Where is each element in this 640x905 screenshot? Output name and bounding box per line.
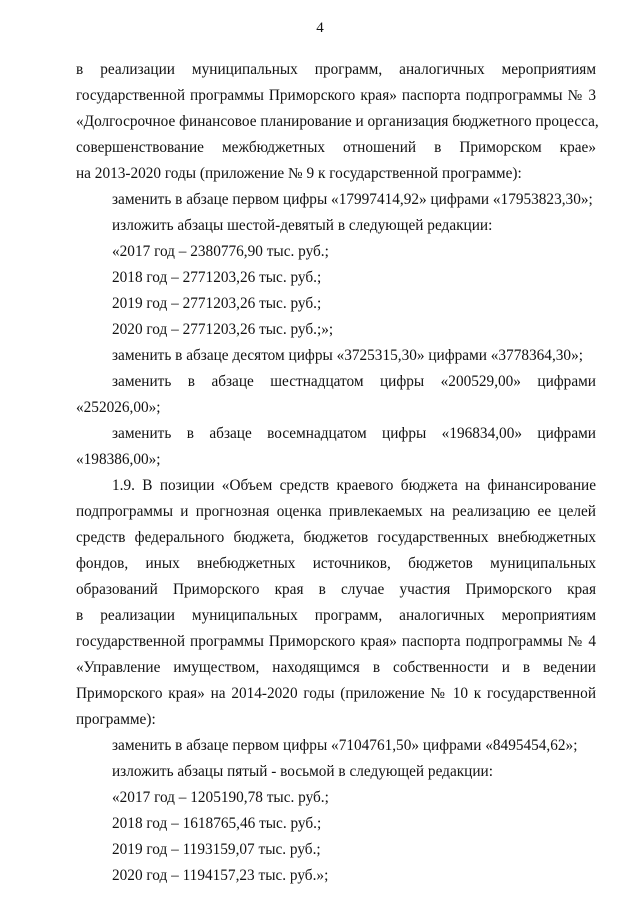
text-line: на 2013-2020 годы (приложение № 9 к государственной программе):: [76, 165, 522, 182]
text-line: 2019 год – 1193159,07 тыс. руб.;: [112, 841, 321, 858]
text-line: Приморского края» на 2014-2020 годы (приложение № 10 к государственной: [76, 685, 596, 702]
text-line: заменить в абзаце первом цифры «17997414,92» цифрами «17953823,30»;: [112, 191, 593, 208]
text-line: заменить в абзаце восемнадцатом цифры «196834,00» цифрами: [112, 425, 596, 442]
text-line: 2020 год – 1194157,23 тыс. руб.»;: [112, 867, 329, 884]
text-line: государственной программы Приморского края» паспорта подпрограммы № 3: [76, 87, 596, 104]
text-line: заменить в абзаце десятом цифры «3725315,30» цифрами «3778364,30»;: [112, 347, 583, 364]
text-line: 2019 год – 2771203,26 тыс. руб.;: [112, 295, 322, 312]
text-line: средств федерального бюджета, бюджетов государственных внебюджетных: [76, 529, 596, 546]
text-line: изложить абзацы шестой-девятый в следующей редакции:: [112, 217, 493, 234]
text-line: в реализации муниципальных программ, аналогичных мероприятиям: [76, 61, 596, 78]
text-line: «2017 год – 2380776,90 тыс. руб.;: [112, 243, 329, 260]
text-line: заменить в абзаце первом цифры «7104761,50» цифрами «8495454,62»;: [112, 737, 578, 754]
text-line: «Долгосрочное финансовое планирование и организация бюджетного процесса,: [76, 113, 599, 130]
text-line: «2017 год – 1205190,78 тыс. руб.;: [112, 789, 329, 806]
text-line: программе):: [76, 711, 156, 728]
text-line: «198386,00»;: [76, 451, 161, 468]
text-line: совершенствование межбюджетных отношений в Приморском крае»: [76, 139, 596, 156]
text-line: подпрограммы и прогнозная оценка привлекаемых на реализацию ее целей: [76, 503, 596, 520]
text-line: «Управление имуществом, находящимся в собственности и в ведении: [76, 659, 596, 676]
text-line: фондов, иных внебюджетных источников, бюджетов муниципальных: [76, 555, 596, 572]
text-line: заменить в абзаце шестнадцатом цифры «200529,00» цифрами: [112, 373, 596, 390]
text-line: 2018 год – 1618765,46 тыс. руб.;: [112, 815, 322, 832]
text-line: в реализации муниципальных программ, аналогичных мероприятиям: [76, 607, 596, 624]
text-line: государственной программы Приморского края» паспорта подпрограммы № 4: [76, 633, 596, 650]
text-line: образований Приморского края в случае участия Приморского края: [76, 581, 596, 598]
text-line: изложить абзацы пятый - восьмой в следующей редакции:: [112, 763, 493, 780]
text-line: «252026,00»;: [76, 399, 161, 416]
page-number: 4: [316, 20, 324, 36]
text-line: 2018 год – 2771203,26 тыс. руб.;: [112, 269, 322, 286]
text-line: 2020 год – 2771203,26 тыс. руб.;»;: [112, 321, 334, 338]
text-line: 1.9. В позиции «Объем средств краевого бюджета на финансирование: [112, 477, 596, 494]
